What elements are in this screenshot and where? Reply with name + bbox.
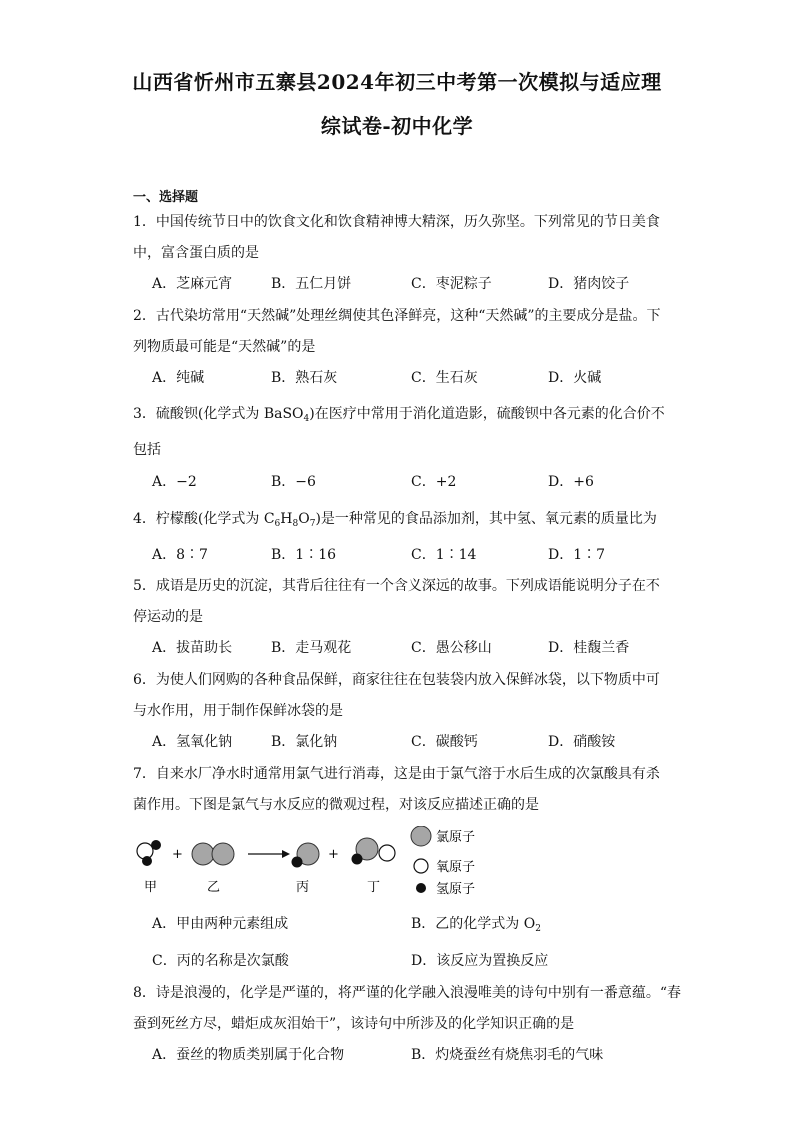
q3-option-c: C．+2 — [411, 474, 457, 490]
q4-option-b: B．1∶16 — [271, 547, 337, 563]
plus-sign-1: + — [172, 847, 183, 862]
legend-chlorine: 氯原子 — [436, 830, 476, 845]
q2-option-b: B．熟石灰 — [271, 370, 338, 386]
question-8-line-2: 蚕到死丝方尽，蜡炬成灰泪始干”，该诗句中所涉及的化学知识正确的是 — [133, 1016, 575, 1032]
question-2-line-2: 列物质最可能是“天然碱”的是 — [133, 339, 316, 355]
question-3-line-2: 包括 — [133, 442, 161, 458]
q7-option-c: C．丙的名称是次氯酸 — [152, 953, 289, 969]
q8-option-a: A．蚕丝的物质类别属于化合物 — [152, 1047, 345, 1063]
q4-option-d: D．1∶7 — [548, 547, 606, 563]
q7-option-a: A．甲由两种元素组成 — [152, 916, 289, 932]
molecule-ding — [352, 838, 396, 865]
question-1-line-2: 中，富含蛋白质的是 — [133, 245, 259, 261]
question-6-line-1: 6．为使人们网购的各种食品保鲜，商家往往在包装袋内放入保鲜冰袋，以下物质中可 — [133, 672, 660, 688]
q1-option-c: C．枣泥粽子 — [411, 276, 492, 292]
q7-option-d: D．该反应为置换反应 — [411, 953, 549, 969]
q6-option-a: A．氢氧化钠 — [152, 734, 233, 750]
q6-option-d: D．硝酸铵 — [548, 734, 616, 750]
page-subtitle: 综试卷-初中化学 — [320, 114, 474, 138]
question-8-line-1: 8．诗是浪漫的，化学是严谨的，将严谨的化学融入浪漫唯美的诗句中别有一番意蕴。“春 — [133, 985, 682, 1001]
question-5-line-1: 5．成语是历史的沉淀，其背后往往有一个含义深远的故事。下列成语能说明分子在不 — [133, 578, 660, 594]
q8-option-b: B．灼烧蚕丝有烧焦羽毛的气味 — [411, 1047, 604, 1063]
q1-option-b: B．五仁月饼 — [271, 276, 352, 292]
question-6-line-2: 与水作用，用于制作保鲜冰袋的是 — [133, 703, 343, 719]
q3-option-a: A．−2 — [152, 474, 197, 490]
molecule-bing — [292, 843, 320, 868]
question-4-line-1: 4．柠檬酸(化学式为 $C_6H_8O_7$)是一种常见的食品添加剂，其中氢、氧元素的质量比为 — [133, 511, 657, 529]
reaction-arrow — [248, 850, 290, 858]
q2-option-c: C．生石灰 — [411, 370, 478, 386]
legend — [411, 826, 475, 897]
question-5-line-2: 停运动的是 — [133, 609, 203, 625]
q6-option-c: C．碳酸钙 — [411, 734, 478, 750]
q2-option-a: A．纯碱 — [152, 370, 205, 386]
q2-option-d: D．火碱 — [548, 370, 602, 386]
label-bing: 丙 — [296, 880, 310, 895]
plus-sign-2: + — [328, 847, 339, 862]
q4-option-c: C．1∶14 — [411, 547, 477, 563]
q5-option-a: A．拔苗助长 — [152, 640, 233, 656]
label-yi: 乙 — [207, 880, 221, 895]
q7-option-b: B．乙的化学式为 $O_2$ — [411, 916, 541, 934]
q6-option-b: B．氯化钠 — [271, 734, 338, 750]
q3-option-d: D．+6 — [548, 474, 594, 490]
legend-hydrogen: 氢原子 — [436, 882, 476, 897]
q5-option-d: D．桂馥兰香 — [548, 640, 630, 656]
molecule-jia — [137, 840, 161, 866]
question-1-line-1: 1．中国传统节日中的饮食文化和饮食精神博大精深，历久弥坚。下列常见的节日美食 — [133, 214, 660, 230]
q3-option-b: B．−6 — [271, 474, 316, 490]
label-jia: 甲 — [144, 880, 158, 895]
question-3-line-1: 3．硫酸钡(化学式为 BaSO$_4$)在医疗中常用于消化道造影，硫酸钡中各元素的化合价不 — [133, 406, 665, 424]
legend-oxygen: 氧原子 — [436, 860, 476, 875]
question-7-line-1: 7．自来水厂净水时通常用氯气进行消毒，这是由于氯气溶于水后生成的次氯酸具有杀 — [133, 766, 660, 782]
q5-option-c: C．愚公移山 — [411, 640, 492, 656]
page-title: 山西省忻州市五寨县2024年初三中考第一次模拟与适应理 — [132, 70, 662, 94]
question-7-line-2: 菌作用。下图是氯气与水反应的微观过程，对该反应描述正确的是 — [133, 797, 539, 813]
question-2-line-1: 2．古代染坊常用“天然碱”处理丝绸使其色泽鲜亮，这种“天然碱”的主要成分是盐。下 — [133, 308, 661, 324]
molecule-yi — [192, 843, 234, 865]
q5-option-b: B．走马观花 — [271, 640, 352, 656]
q1-option-a: A．芝麻元宵 — [152, 276, 233, 292]
q1-option-d: D．猪肉饺子 — [548, 276, 630, 292]
reaction-diagram — [130, 826, 490, 898]
section-heading: 一、选择题 — [133, 190, 199, 205]
label-ding: 丁 — [367, 880, 381, 895]
q4-option-a: A．8∶7 — [152, 547, 208, 563]
